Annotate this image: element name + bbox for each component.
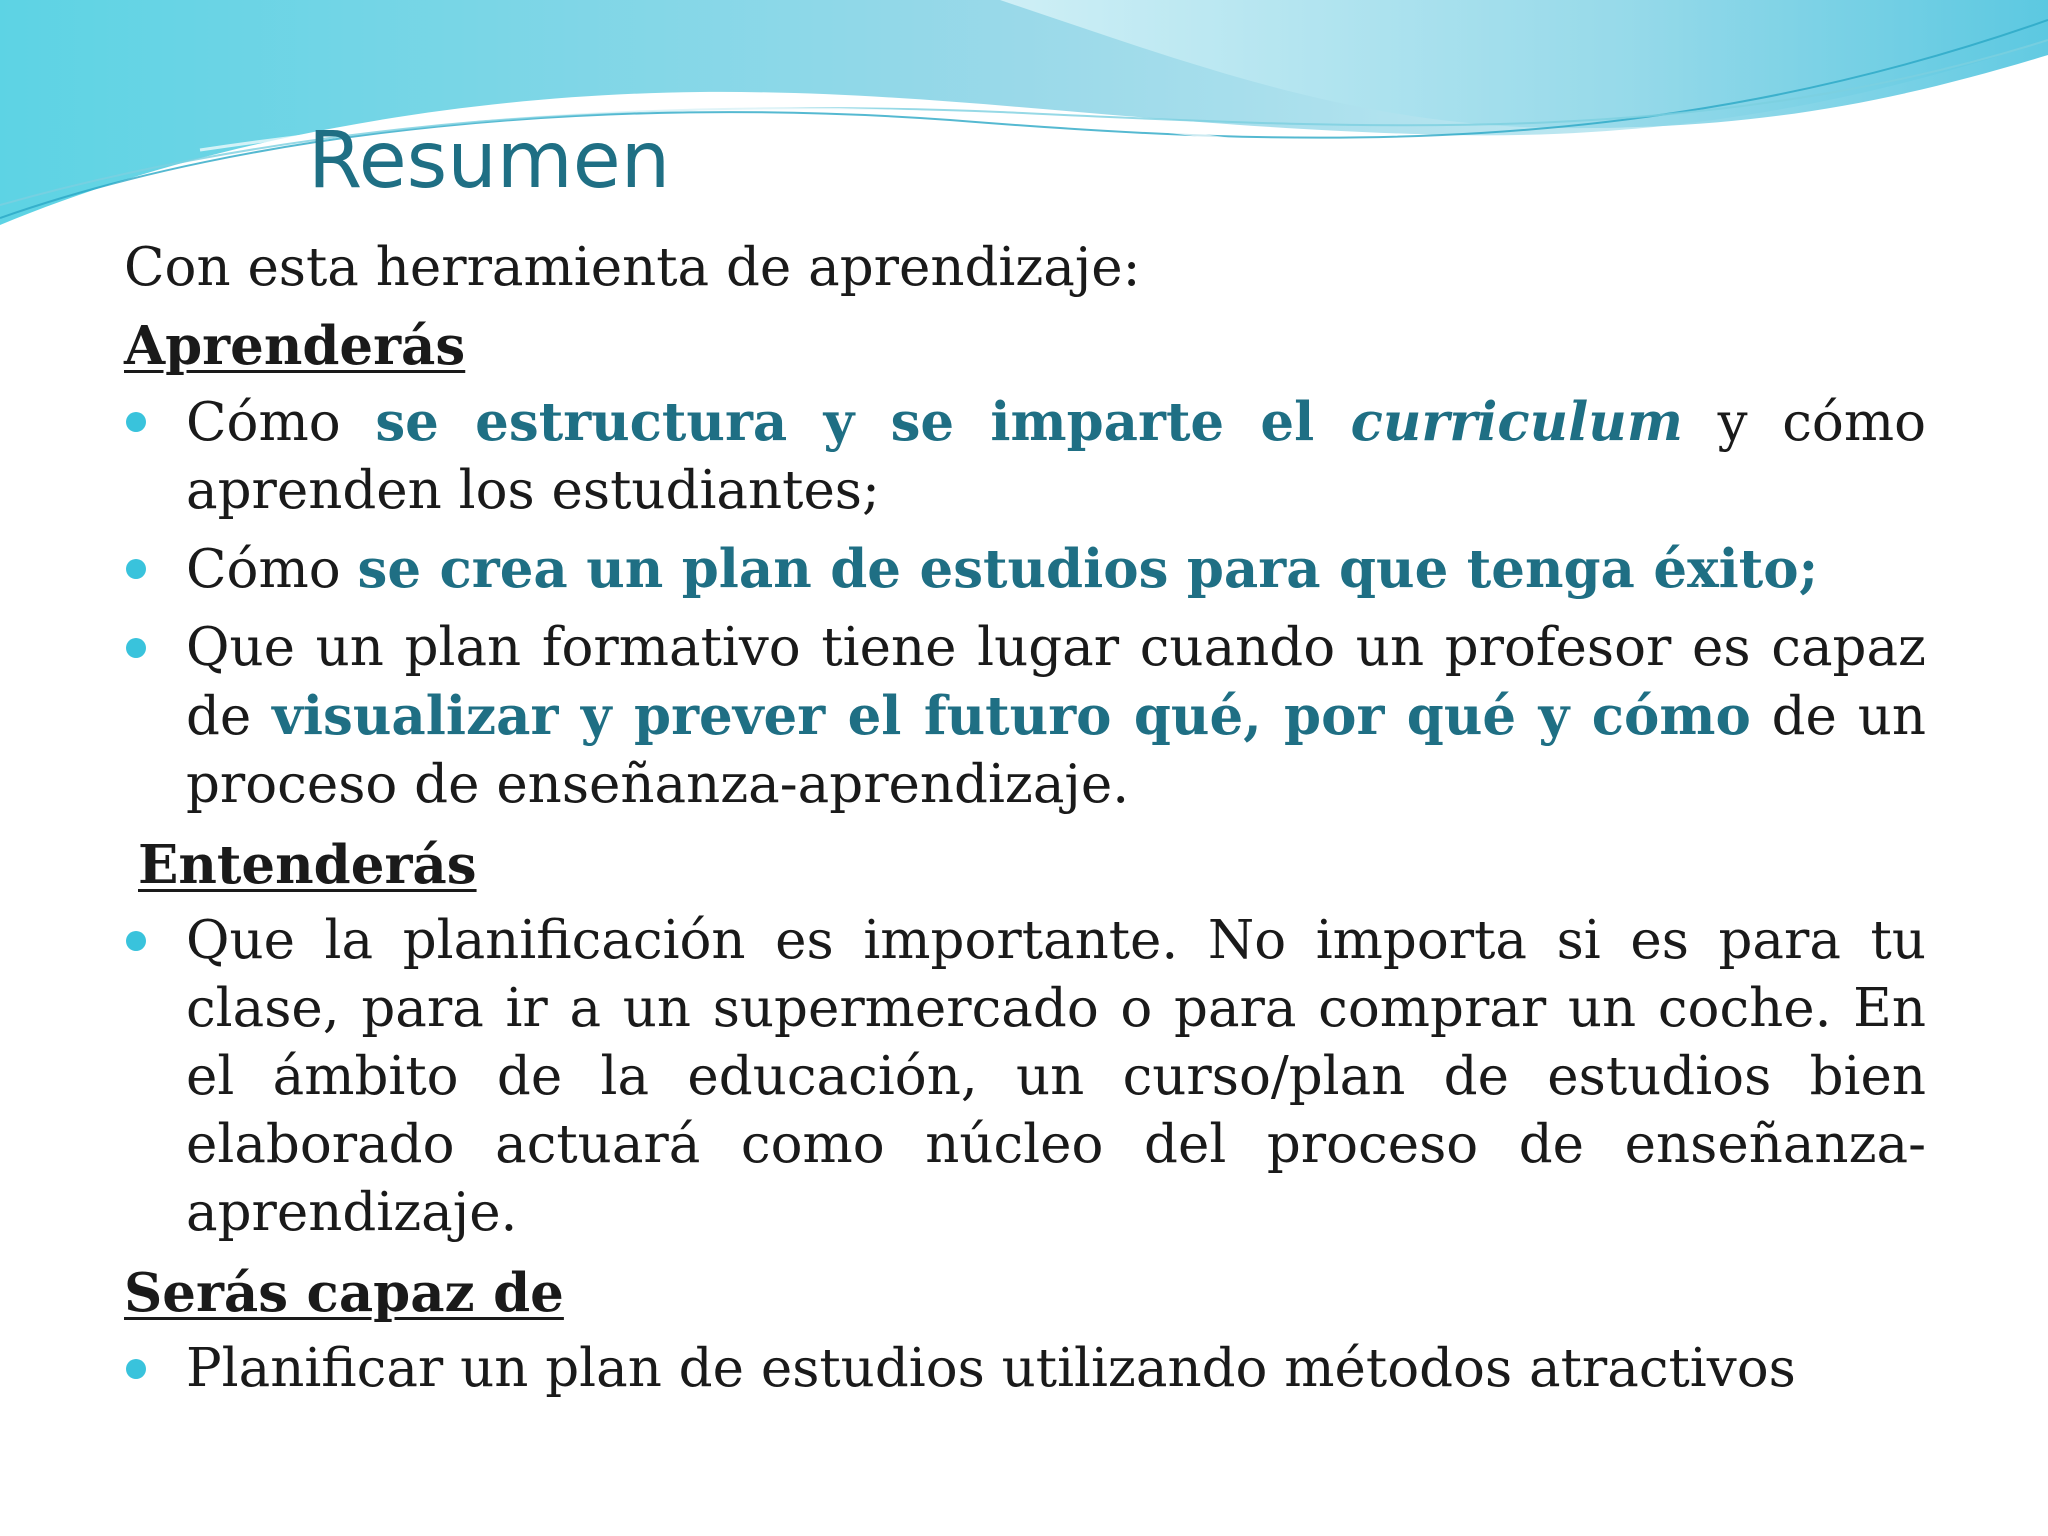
section-heading-entenderas: Entenderás — [138, 834, 477, 896]
list-item — [124, 1335, 1926, 1403]
highlight-italic-text: curriculum — [1350, 391, 1683, 453]
slide-body — [124, 232, 1926, 1413]
bullet-icon — [126, 638, 146, 658]
item-text: y cómo aprenden los estudiantes; — [186, 392, 1926, 521]
highlight-text: se crea un plan de estudios para que tenga éxito; — [357, 538, 1819, 600]
section-heading-seras-capaz: Serás capaz de — [124, 1262, 564, 1324]
bullet-icon — [126, 931, 146, 951]
item-text: Que un plan formativo tiene lugar cuando un profesor es capaz de — [186, 617, 1926, 747]
item-text: Que la planificación es importante. No importa si es para tu clase, para ir a un supermercado o para comprar un coche. En el ámbito de la educación, un curso/plan de estudios bien elaborado actuará como núcleo del proceso de enseñanza-aprendizaje. — [186, 910, 1926, 1243]
list-item — [124, 907, 1926, 1247]
list-item — [124, 535, 1926, 604]
bullet-icon — [126, 412, 146, 432]
item-text: Planificar un plan de estudios utilizando métodos atractivos — [186, 1338, 1796, 1399]
section-heading-aprenderas: Aprenderás — [124, 315, 466, 377]
bullet-icon — [126, 559, 146, 579]
list-item — [124, 388, 1926, 525]
highlight-text: visualizar y prever el futuro qué, por qué y cómo — [272, 685, 1751, 747]
bullet-list-aprenderas — [124, 388, 1926, 819]
slide-title: Resumen — [308, 116, 671, 206]
list-item — [124, 614, 1926, 819]
highlight-text: se estructura y se imparte el — [375, 391, 1351, 453]
item-text: Cómo — [186, 392, 376, 453]
item-text: de un proceso de enseñanza-aprendizaje. — [186, 686, 1926, 815]
item-text: Cómo — [186, 539, 358, 600]
bullet-list-seras-capaz — [124, 1335, 1926, 1403]
bullet-icon — [126, 1359, 146, 1379]
bullet-list-entenderas — [124, 907, 1926, 1247]
intro-text: Con esta herramienta de aprendizaje: — [124, 237, 1141, 298]
